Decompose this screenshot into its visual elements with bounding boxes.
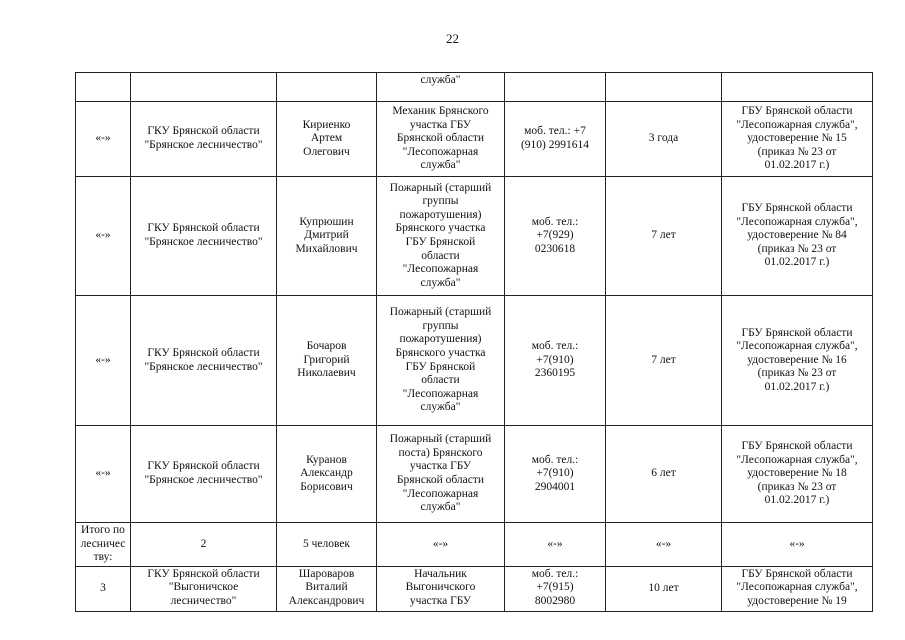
- table-cell: Куранов Александр Борисович: [277, 426, 377, 523]
- table-row: [76, 426, 873, 523]
- table-cell: ГКУ Брянской области "Брянское лесничество": [131, 426, 277, 523]
- table-cell: [505, 73, 606, 102]
- table-cell: моб. тел.: +7(910) 2904001: [505, 426, 606, 523]
- table-row: [76, 523, 873, 567]
- table-cell: Пожарный (старший поста) Брянского участка ГБУ Брянской области "Лесопожарная служба": [377, 426, 505, 523]
- personnel-table: [75, 72, 873, 612]
- table-cell: «-»: [76, 102, 131, 177]
- table-cell: Пожарный (старший группы пожаротушения) Брянского участка ГБУ Брянской области "Лесопожарная служба": [377, 177, 505, 296]
- table-row: [76, 102, 873, 177]
- table-cell: «-»: [606, 523, 722, 567]
- table-cell: «-»: [76, 177, 131, 296]
- table-cell: 6 лет: [606, 426, 722, 523]
- table-cell: [606, 73, 722, 102]
- table-cell: ГКУ Брянской области "Брянское лесничество": [131, 177, 277, 296]
- table-cell: моб. тел.: +7(929) 0230618: [505, 177, 606, 296]
- table-cell: Итого по лесничес тву:: [76, 523, 131, 567]
- table-cell: Купрюшин Дмитрий Михайлович: [277, 177, 377, 296]
- table-cell: 3 года: [606, 102, 722, 177]
- table-cell: моб. тел.: +7 (910) 2991614: [505, 102, 606, 177]
- table-cell: «-»: [76, 426, 131, 523]
- table-cell: «-»: [505, 523, 606, 567]
- table-cell: 3: [76, 566, 131, 611]
- table-cell: 5 человек: [277, 523, 377, 567]
- table-row: [76, 296, 873, 426]
- table-cell: Пожарный (старший группы пожаротушения) Брянского участка ГБУ Брянской области "Лесопожарная служба": [377, 296, 505, 426]
- table-cell: Механик Брянского участка ГБУ Брянской области "Лесопожарная служба": [377, 102, 505, 177]
- table-cell: 2: [131, 523, 277, 567]
- table-cell: 7 лет: [606, 296, 722, 426]
- table-cell: моб. тел.: +7(910) 2360195: [505, 296, 606, 426]
- table-cell: Начальник Выгоничского участка ГБУ: [377, 566, 505, 611]
- table-cell: ГКУ Брянской области "Брянское лесничество": [131, 296, 277, 426]
- table-cell: Шароваров Виталий Александрович: [277, 566, 377, 611]
- table-cell: Бочаров Григорий Николаевич: [277, 296, 377, 426]
- table-row: [76, 177, 873, 296]
- table-cell: служба": [377, 73, 505, 102]
- table-cell: моб. тел.: +7(915) 8002980: [505, 566, 606, 611]
- table-cell: ГКУ Брянской области "Брянское лесничество": [131, 102, 277, 177]
- table-cell: ГБУ Брянской области "Лесопожарная служба", удостоверение № 18 (приказ № 23 от 01.02.2017 г.): [722, 426, 873, 523]
- table-cell: [76, 73, 131, 102]
- table-cell: ГБУ Брянской области "Лесопожарная служба", удостоверение № 19: [722, 566, 873, 611]
- table-cell: «-»: [722, 523, 873, 567]
- table-row: [76, 73, 873, 102]
- table-cell: ГБУ Брянской области "Лесопожарная служба", удостоверение № 15 (приказ № 23 от 01.02.2017 г.): [722, 102, 873, 177]
- table-cell: [277, 73, 377, 102]
- table-row: [76, 566, 873, 611]
- table-cell: ГБУ Брянской области "Лесопожарная служба", удостоверение № 84 (приказ № 23 от 01.02.2017 г.): [722, 177, 873, 296]
- table-cell: 7 лет: [606, 177, 722, 296]
- table-cell: «-»: [76, 296, 131, 426]
- table-cell: [131, 73, 277, 102]
- page-number: 22: [446, 31, 459, 46]
- table-cell: ГБУ Брянской области "Лесопожарная служба", удостоверение № 16 (приказ № 23 от 01.02.2017 г.): [722, 296, 873, 426]
- table-cell: 10 лет: [606, 566, 722, 611]
- table-cell: [722, 73, 873, 102]
- table-cell: Кириенко Артем Олегович: [277, 102, 377, 177]
- table-cell: ГКУ Брянской области "Выгоничское лесничество": [131, 566, 277, 611]
- table-cell: «-»: [377, 523, 505, 567]
